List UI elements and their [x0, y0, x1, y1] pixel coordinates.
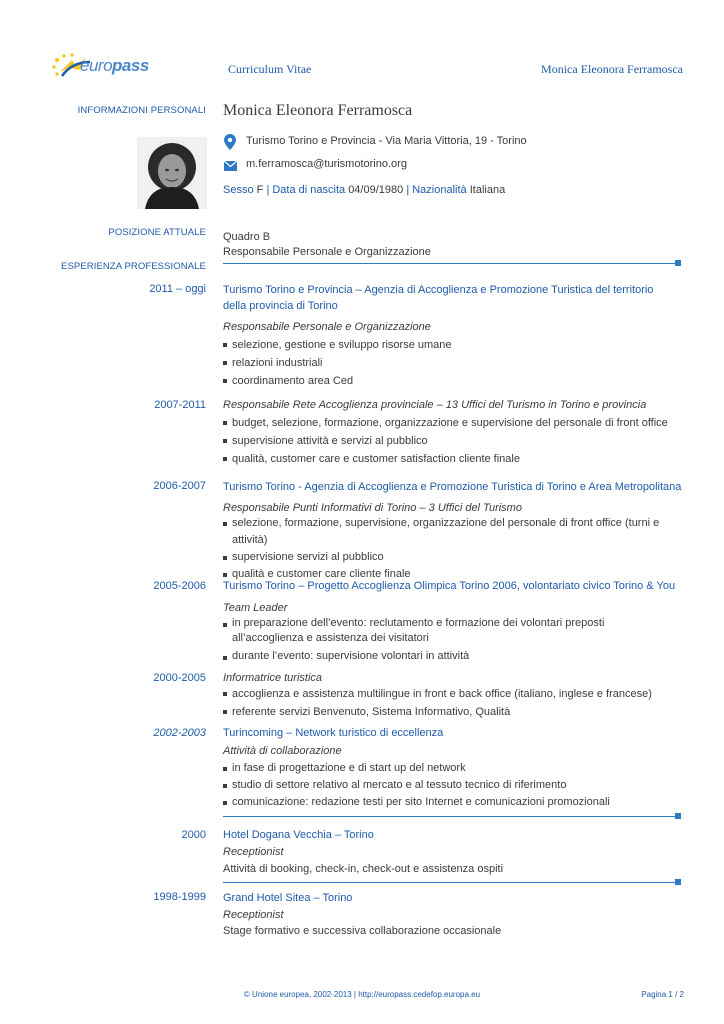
entry-bullets [223, 414, 683, 468]
address-text: Turismo Torino e Provincia - Via Maria Vittoria, 19 - Torino [246, 135, 527, 147]
europass-logo [50, 52, 160, 82]
bullet-item: qualità, customer care e customer satisfaction cliente finale [223, 450, 683, 468]
entry-employer: Turincoming – Network turistico di eccellenza [223, 727, 444, 739]
entry-date: 2002-2003 [153, 727, 206, 739]
entry-description: Stage formativo e successiva collaborazione occasionale [223, 925, 502, 937]
entry-date: 1998-1999 [153, 891, 206, 903]
entry-role: Responsabile Personale e Organizzazione [223, 321, 431, 333]
bullet-item: budget, selezione, formazione, organizzazione e supervisione del personale di front office [223, 414, 683, 432]
entry-bullets [223, 336, 683, 390]
section-divider [223, 263, 678, 264]
entry-role: Receptionist [223, 846, 284, 858]
email-envelope-icon [224, 161, 237, 171]
entry-bullets [223, 515, 683, 583]
bullet-item: coordinamento area Ced [223, 372, 683, 390]
entry-employer: Turismo Torino – Progetto Accoglienza Olimpica Torino 2006, volontariato civico Torino & You [223, 580, 676, 592]
separator: | [266, 184, 270, 196]
person-name: Monica Eleonora Ferramosca [223, 102, 413, 119]
bullet-item: supervisione attività e servizi al pubblico [223, 432, 683, 450]
sex-value: F [256, 184, 264, 196]
entry-date: 2011 – oggi [149, 283, 206, 295]
entry-date: 2000-2005 [153, 672, 206, 684]
birth-label: Data di nascita [272, 184, 346, 196]
section-divider [223, 882, 678, 883]
bullet-item: in preparazione dell’evento: reclutamento e formazione dei volontari preposti all’accoglienza e assistenza dei visitatori [223, 616, 668, 646]
entry-role: Receptionist [223, 909, 284, 921]
entry-role: Attività di collaborazione [223, 745, 342, 757]
nationality-label: Nazionalità [412, 184, 467, 196]
doc-type-label: Curriculum Vitae [228, 62, 312, 76]
entry-date: 2006-2007 [153, 480, 206, 492]
bullet-item: durante l’evento: supervisione volontari in attività [223, 649, 668, 664]
sex-label: Sesso [223, 184, 254, 196]
bullet-item: in fase di progettazione e di start up del network [223, 760, 683, 777]
bullet-item: relazioni industriali [223, 354, 683, 372]
logo-text-pass: pass [112, 56, 149, 75]
entry-date: 2005-2006 [153, 580, 206, 592]
entry-role: Informatrice turistica [223, 672, 323, 684]
entry-employer: Grand Hotel Sitea – Torino [223, 892, 353, 904]
section-label-current-position: POSIZIONE ATTUALE [108, 227, 206, 238]
email-link[interactable]: m.ferramosca@turismotorino.org [246, 158, 407, 170]
entry-employer: Turismo Torino e Provincia – Agenzia di Accoglienza e Promozione Turistica del territorio della provincia di Torino [223, 284, 654, 312]
birth-value: 04/09/1980 [348, 184, 404, 196]
section-label-experience: ESPERIENZA PROFESSIONALE [61, 261, 206, 272]
header-name: Monica Eleonora Ferramosca [541, 62, 683, 76]
entry-employer: Hotel Dogana Vecchia – Torino [223, 829, 374, 841]
entry-employer: Turismo Torino - Agenzia di Accoglienza e Promozione Turistica di Torino e Area Metropolitana [223, 481, 682, 493]
footer-copyright: © Unione europea, 2002-2013 | http://europass.cedefop.europa.eu [243, 990, 481, 999]
section-divider [223, 816, 678, 817]
section-label-personal-info: INFORMAZIONI PERSONALI [77, 105, 206, 116]
entry-bullets [223, 760, 683, 811]
entry-date: 2000 [181, 829, 206, 841]
entry-date: 2007-2011 [154, 399, 206, 411]
location-pin-icon [224, 134, 236, 150]
position-line-1: Quadro B [223, 231, 271, 243]
entry-description: Attività di booking, check-in, check-out e assistenza ospiti [223, 863, 504, 875]
personal-details-line [223, 184, 505, 196]
bullet-item: selezione, formazione, supervisione, organizzazione del personale di front office (turni e attività) [223, 515, 683, 549]
position-line-2: Responsabile Personale e Organizzazione [223, 246, 431, 258]
entry-role: Responsabile Punti Informativi di Torino – 3 Uffici del Turismo [223, 502, 522, 514]
profile-photo [137, 137, 207, 209]
footer-page-number: Pagina 1 / 2 [641, 990, 684, 999]
separator: | [406, 184, 410, 196]
logo-text-euro: euro [80, 56, 113, 75]
bullet-item: referente servizi Benvenuto, Sistema Informativo, Qualità [223, 703, 683, 721]
nationality-value: Italiana [469, 184, 506, 196]
bullet-item: supervisione servizi al pubblico [223, 549, 683, 566]
bullet-item: accoglienza e assistenza multilingue in front e back office (italiano, inglese e francese) [223, 685, 683, 703]
bullet-item: studio di settore relativo al mercato e al tessuto tecnico di riferimento [223, 777, 683, 794]
bullet-item: qualità e customer care cliente finale [223, 566, 683, 583]
entry-bullets [223, 616, 668, 664]
bullet-item: comunicazione: redazione testi per sito Internet e comunicazioni promozionali [223, 794, 683, 811]
entry-role: Team Leader [223, 602, 288, 614]
bullet-item: selezione, gestione e sviluppo risorse umane [223, 336, 683, 354]
entry-bullets [223, 685, 683, 721]
entry-role: Responsabile Rete Accoglienza provinciale – 13 Uffici del Turismo in Torino e provincia [223, 399, 647, 411]
